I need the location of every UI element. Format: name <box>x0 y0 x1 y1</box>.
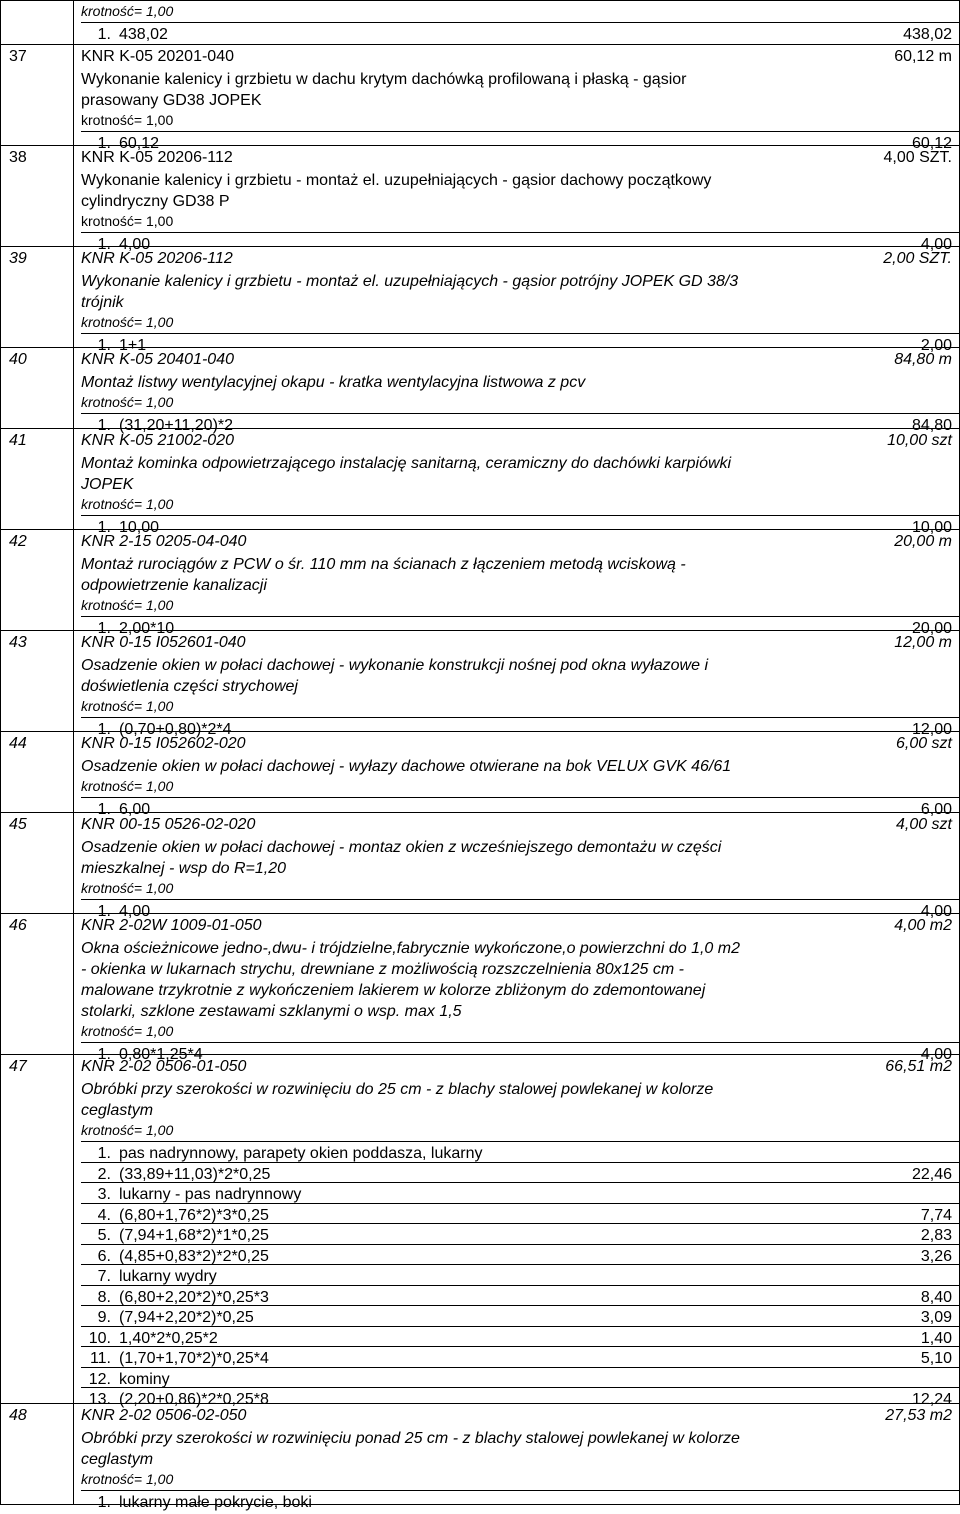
item-description: Wykonanie kalenicy i grzbietu - montaż el. uzupełniających - gąsior potrójny JOPEK GD 38/3 <box>81 273 739 290</box>
item-description: JOPEK <box>81 476 134 493</box>
multiplier-label: krotność= 1,00 <box>81 394 174 410</box>
measurement-number: 1. <box>97 26 111 43</box>
norm-code: KNR 0-15 I052602-020 <box>81 735 246 752</box>
norm-code: KNR 2-02W 1009-01-050 <box>81 917 262 934</box>
quantity-unit: 10,00 szt <box>887 432 952 449</box>
measurement-divider <box>81 717 959 718</box>
measurement-value: 2,00 <box>920 337 952 354</box>
measurement-divider <box>81 1387 959 1388</box>
measurement-number: 7. <box>97 1268 111 1285</box>
measurement-divider <box>81 1264 959 1265</box>
measurement-expression: (7,94+1,68*2)*1*0,25 <box>119 1227 269 1244</box>
measurement-number: 2. <box>97 1165 111 1183</box>
quantity-unit: 2,00 SZT. <box>883 250 952 267</box>
position-number: 38 <box>9 149 27 166</box>
entry-divider <box>1 246 959 247</box>
position-number: 46 <box>9 917 27 934</box>
item-description: - okienka w lukarnach strychu, drewniane z możliwością rozszczelnienia 80x125 cm - <box>81 961 684 978</box>
measurement-divider <box>81 1223 959 1224</box>
measurement-divider <box>81 1203 959 1204</box>
position-number: 41 <box>9 432 27 449</box>
entry-divider <box>1 812 959 813</box>
multiplier-label: krotność= 1,00 <box>81 698 174 714</box>
measurement-expression: (4,85+0,83*2)*2*0,25 <box>119 1247 269 1265</box>
item-description: malowane trzykrotnie z wykończeniem lakierem w kolorze zbliżonym do zdemontowanej <box>81 982 706 999</box>
measurement-divider <box>81 1244 959 1245</box>
item-description: Osadzenie okien w połaci dachowej - wyłazy dachowe otwierane na bok VELUX GVK 46/61 <box>81 758 732 775</box>
quantity-unit: 27,53 m2 <box>885 1407 952 1424</box>
measurement-value: 4,00 <box>920 1046 952 1063</box>
item-description: Osadzenie okien w połaci dachowej - wykonanie konstrukcji nośnej pod okna wyłazowe i <box>81 657 709 674</box>
norm-code: KNR 00-15 0526-02-020 <box>81 816 256 833</box>
measurement-number: 1. <box>97 801 111 818</box>
position-number: 43 <box>9 634 27 651</box>
position-number: 40 <box>9 351 27 368</box>
measurement-divider <box>81 797 959 798</box>
measurement-expression: (6,80+2,20*2)*0,25*3 <box>119 1288 269 1306</box>
position-number: 37 <box>9 48 27 65</box>
entry-divider <box>1 913 959 914</box>
multiplier-label: krotność= 1,00 <box>81 112 174 128</box>
measurement-number: 9. <box>97 1309 111 1326</box>
quantity-unit: 6,00 szt <box>895 735 952 752</box>
measurement-number: 1. <box>97 236 111 253</box>
measurement-expression: 4,00 <box>119 903 151 920</box>
multiplier-label: krotność= 1,00 <box>81 213 174 229</box>
measurement-divider <box>81 1285 959 1286</box>
measurement-divider <box>81 899 959 900</box>
item-description: Wykonanie kalenicy i grzbietu - montaż el. uzupełniających - gąsior dachowy początkowy <box>81 172 712 189</box>
measurement-number: 10. <box>88 1329 111 1347</box>
position-number: 47 <box>9 1058 27 1075</box>
measurement-expression: 0,80*1,25*4 <box>119 1046 203 1063</box>
item-description: trójnik <box>81 294 124 311</box>
measurement-divider <box>81 22 959 23</box>
item-description: ceglastym <box>81 1451 154 1468</box>
measurement-value: 3,09 <box>920 1309 952 1326</box>
entry-divider <box>1 529 959 530</box>
item-description: Okna ościeżnicowe jedno-,dwu- i trójdzielne,fabrycznie wykończone,o powierzchni do 1,0 m2 <box>81 940 740 957</box>
measurement-divider <box>81 232 959 233</box>
measurement-divider <box>81 1326 959 1327</box>
norm-code: KNR 2-02 0506-01-050 <box>81 1058 247 1075</box>
measurement-expression: lukarny - pas nadrynnowy <box>119 1186 302 1203</box>
measurement-number: 1. <box>97 1494 111 1511</box>
norm-code: KNR 2-02 0506-02-050 <box>81 1407 247 1424</box>
measurement-number: 6. <box>97 1247 111 1265</box>
measurement-divider <box>81 1305 959 1306</box>
measurement-expression: (0,70+0,80)*2*4 <box>119 721 232 738</box>
quantity-unit: 12,00 m <box>894 634 952 651</box>
measurement-value: 84,80 <box>911 417 952 434</box>
item-description: Montaż listwy wentylacyjnej okapu - kratka wentylacyjna listwowa z pcv <box>81 374 586 391</box>
measurement-value: 6,00 <box>920 801 952 818</box>
measurement-value: 12,24 <box>911 1391 952 1408</box>
measurement-value: 5,10 <box>920 1350 952 1367</box>
norm-code: KNR K-05 20206-112 <box>81 250 233 267</box>
measurement-value: 4,00 <box>920 236 952 253</box>
entry-divider <box>1 428 959 429</box>
entry-divider <box>1 44 959 45</box>
position-number: 39 <box>9 250 27 267</box>
item-description: doświetlenia części strychowej <box>81 678 298 695</box>
entry-divider <box>1 1054 959 1055</box>
measurement-value: 12,00 <box>911 721 952 738</box>
entry-divider <box>1 630 959 631</box>
measurement-number: 1. <box>97 1145 111 1162</box>
quantity-unit: 60,12 m <box>894 48 952 65</box>
measurement-divider <box>81 333 959 334</box>
measurement-number: 3. <box>97 1186 111 1203</box>
measurement-expression: (2,20+0,86)*2*0,25*8 <box>119 1391 269 1408</box>
item-description: Obróbki przy szerokości w rozwinięciu do 25 cm - z blachy stalowej powlekanej w kolorze <box>81 1081 714 1098</box>
measurement-value: 1,40 <box>920 1329 952 1347</box>
measurement-divider <box>81 131 959 132</box>
measurement-value: 8,40 <box>920 1288 952 1306</box>
measurement-value: 7,74 <box>920 1206 952 1224</box>
position-number: 42 <box>9 533 27 550</box>
quantity-unit: 4,00 szt <box>895 816 952 833</box>
measurement-divider <box>81 1042 959 1043</box>
measurement-expression: (31,20+11,20)*2 <box>119 417 234 434</box>
position-number: 45 <box>9 816 27 833</box>
measurement-divider <box>81 1490 959 1491</box>
measurement-value: 4,00 <box>920 903 952 920</box>
measurement-expression: 1+1 <box>119 337 147 354</box>
measurement-expression: 10,00 <box>119 519 160 536</box>
measurement-divider <box>81 1182 959 1183</box>
entry-divider <box>1 145 959 146</box>
multiplier-label: krotność= 1,00 <box>81 880 174 896</box>
measurement-expression: 60,12 <box>119 135 160 152</box>
measurement-expression: (7,94+2,20*2)*0,25 <box>119 1309 254 1326</box>
measurement-number: 5. <box>97 1227 111 1244</box>
item-description: stolarki, szklone zestawami szklanymi o wsp. max 1,5 <box>81 1003 462 1020</box>
norm-code: KNR K-05 20201-040 <box>81 48 234 65</box>
item-description: Obróbki przy szerokości w rozwinięciu ponad 25 cm - z blachy stalowej powlekanej w kolorze <box>81 1430 740 1447</box>
measurement-divider <box>81 413 959 414</box>
multiplier-label: krotność= 1,00 <box>81 314 174 330</box>
norm-code: KNR 2-15 0205-04-040 <box>81 533 247 550</box>
measurement-divider <box>81 1141 959 1142</box>
quantity-unit: 4,00 m2 <box>894 917 952 934</box>
item-description: prasowany GD38 JOPEK <box>81 92 262 109</box>
multiplier-label: krotność= 1,00 <box>81 778 174 794</box>
measurement-divider <box>81 1162 959 1163</box>
multiplier-label: krotność= 1,00 <box>81 1471 174 1487</box>
measurement-expression: 2,00*10 <box>119 620 175 637</box>
measurement-value: 438,02 <box>903 26 952 43</box>
entry-divider <box>1 347 959 348</box>
measurement-expression: (1,70+1,70*2)*0,25*4 <box>119 1350 269 1367</box>
measurement-divider <box>81 616 959 617</box>
multiplier-label: krotność= 1,00 <box>81 597 174 613</box>
measurement-number: 12. <box>88 1370 111 1388</box>
measurement-expression: lukarny małe pokrycie, boki <box>119 1494 312 1511</box>
item-description: mieszkalnej - wsp do R=1,20 <box>81 860 286 877</box>
norm-code: KNR K-05 21002-020 <box>81 432 234 449</box>
entry-divider <box>1 731 959 732</box>
measurement-value: 22,46 <box>911 1165 952 1183</box>
measurement-expression: 4,00 <box>119 236 151 253</box>
quantity-unit: 20,00 m <box>894 533 952 550</box>
measurement-number: 1. <box>97 519 111 536</box>
measurement-value: 10,00 <box>911 519 952 536</box>
measurement-number: 1. <box>97 1046 111 1063</box>
norm-code: KNR 0-15 I052601-040 <box>81 634 246 651</box>
position-number: 48 <box>9 1407 27 1424</box>
measurement-number: 1. <box>97 721 111 738</box>
item-description: ceglastym <box>81 1102 154 1119</box>
measurement-value: 2,83 <box>920 1227 952 1244</box>
item-description: cylindryczny GD38 P <box>81 193 230 210</box>
multiplier-label: krotność= 1,00 <box>81 1122 174 1138</box>
item-description: Wykonanie kalenicy i grzbietu w dachu krytym dachówką profilowaną i płaską - gąsior <box>81 71 687 88</box>
measurement-expression: (6,80+1,76*2)*3*0,25 <box>119 1206 269 1224</box>
measurement-divider <box>81 1346 959 1347</box>
measurement-expression: kominy <box>119 1370 170 1388</box>
quantity-unit: 66,51 m2 <box>885 1058 952 1075</box>
measurement-expression: lukarny wydry <box>119 1268 217 1285</box>
measurement-number: 11. <box>89 1350 111 1367</box>
measurement-expression: 1,40*2*0,25*2 <box>119 1329 218 1347</box>
measurement-number: 13. <box>88 1391 111 1408</box>
measurement-row <box>81 26 952 46</box>
multiplier-label: krotność= 1,00 <box>81 496 174 512</box>
measurement-expression: 438,02 <box>119 26 168 43</box>
measurement-value: 3,26 <box>920 1247 952 1265</box>
measurement-number: 1. <box>97 337 111 354</box>
measurement-number: 4. <box>97 1206 111 1224</box>
quantity-unit: 84,80 m <box>894 351 952 368</box>
measurement-number: 1. <box>97 135 111 152</box>
measurement-number: 1. <box>97 620 111 637</box>
measurement-expression: 6,00 <box>119 801 151 818</box>
entry-divider <box>1 1403 959 1404</box>
quantity-unit: 4,00 SZT. <box>883 149 952 166</box>
measurement-number: 1. <box>97 903 111 920</box>
measurement-divider <box>81 515 959 516</box>
column-divider <box>73 1 74 1504</box>
norm-code: KNR K-05 20401-040 <box>81 351 234 368</box>
measurement-expression: pas nadrynnowy, parapety okien poddasza, lukarny <box>119 1145 483 1162</box>
item-description: Montaż kominka odpowietrzającego instalację sanitarną, ceramiczny do dachówki karpiówki <box>81 455 732 472</box>
position-number: 44 <box>9 735 27 752</box>
multiplier-label: krotność= 1,00 <box>81 1023 174 1039</box>
measurement-number: 1. <box>97 417 111 434</box>
item-description: Montaż rurociągów z PCW o śr. 110 mm na ścianach z łączeniem metodą wciskową - <box>81 556 686 573</box>
item-description: Osadzenie okien w połaci dachowej - montaz okien z wcześniejszego demontażu w części <box>81 839 722 856</box>
norm-code: KNR K-05 20206-112 <box>81 149 233 166</box>
measurement-row <box>81 1494 952 1514</box>
multiplier-label: krotność= 1,00 <box>81 3 174 19</box>
measurement-divider <box>81 1367 959 1368</box>
measurement-number: 8. <box>97 1288 111 1306</box>
measurement-expression: (33,89+11,03)*2*0,25 <box>119 1165 271 1183</box>
item-description: odpowietrzenie kanalizacji <box>81 577 267 594</box>
measurement-value: 60,12 <box>911 135 952 152</box>
measurement-value: 20,00 <box>911 620 952 637</box>
